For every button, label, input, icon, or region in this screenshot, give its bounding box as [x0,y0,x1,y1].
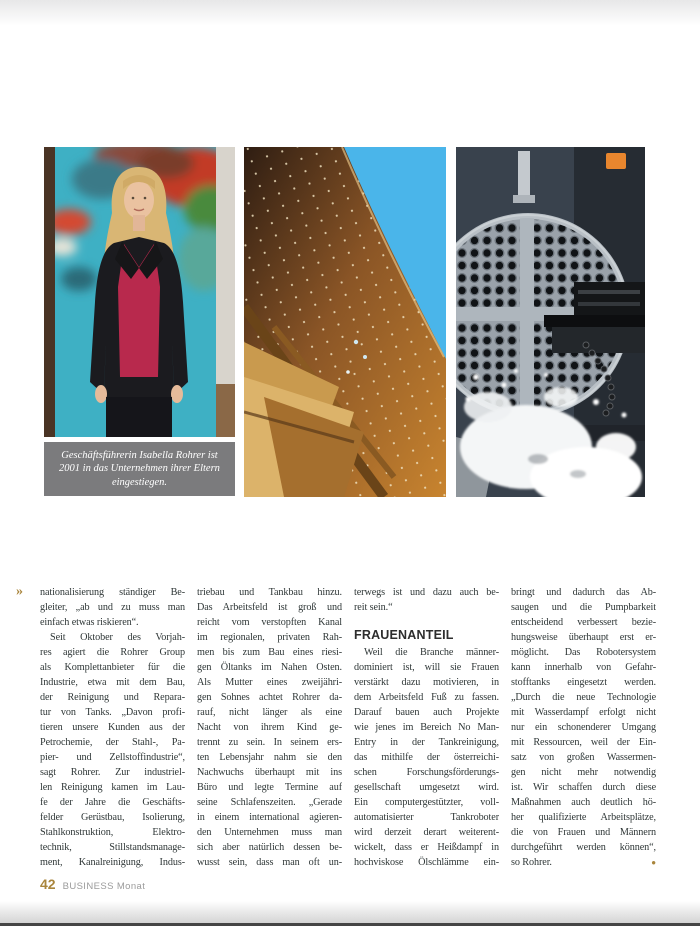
text-line: stofftanks eingesetzt werden. [511,677,656,688]
text-line: gesellschaft umgesetzt wird. [354,782,499,793]
text-line: schen Forschungsförderungs- [354,767,499,778]
text-line: Petrochemie, der Stahl-, Pa- [40,737,185,748]
text-line: durchgeführt werden können“, [511,842,656,853]
text-line: seine Schlafenszeiten. „Gerade [197,797,342,808]
text-line: im regionalen, privaten Rah- [197,632,342,643]
text-line: hungsweise überhaupt erst er- [511,632,656,643]
text-line: nationalisierung ständiger Be- [40,587,185,598]
text-line: dem Arbeitsfeld Fuß zu fassen. [354,692,499,703]
portrait-photo-graphic [44,147,235,437]
text-line: Als Mutter eines zweijähri- [197,677,342,688]
text-line: technik, Stillstandsmanage- [40,842,185,853]
text-line: nur ein schonenderer Umgang [511,722,656,733]
text-line: fe der Jahre die Geschäfts- [40,797,185,808]
text-line: einfach etwas riskieren“. [40,617,139,628]
text-line: als Komplettanbieter für die [40,662,185,673]
text-line: gen nicht mehr notwendig [511,767,656,778]
text-line: Ein computergestützter, voll- [354,797,499,808]
photo-isabella-rohrer [44,147,235,437]
text-line: wie jenes im Bereich No Man- [354,722,499,733]
text-line: bringt und dadurch das Ab- [511,587,656,598]
text-line: „Durch die neue Technologie [511,692,656,703]
text-line: der Reinigung und Repara- [40,692,185,703]
text-line: reit sein.“ [354,602,393,613]
text-line: felder Gerüstbau, Isolierung, [40,812,185,823]
text-line: men bis zum Bau eines riesi- [197,647,342,658]
text-line: terwegs ist und dazu auch be- [354,587,499,598]
continuation-marker: » [16,584,23,599]
text-line: Stahlkonstruktion, Elektro- [40,827,185,838]
page-number: 42 [40,876,56,892]
text-line: sagt Rohrer. Zur industriel- [40,767,185,778]
text-line: verstärkt dazu motivieren, in [354,677,499,688]
text-line: triebau und Tankbau hinzu. [197,587,342,598]
article-end-bullet: ● [651,858,656,867]
photo-tank-cleaning [456,147,645,497]
text-line: Das Arbeitsfeld ist groß und [197,602,342,613]
text-line: Weil die Branche männer- [364,647,499,658]
text-line: ist. Wir schaffen durch diese [511,782,656,793]
text-line: Industrie, etwa mit dem Bau, [40,677,185,688]
text-line: ment, Kanalreinigung, Indus- [40,857,185,868]
section-heading: FRAUENANTEIL [354,628,454,642]
tank-cleaning-photo-graphic [456,147,645,497]
text-line: Büro und legte Termine auf [197,782,342,793]
article-body [40,585,656,870]
photo-caption: Geschäftsführerin Isabella Rohrer ist 2001 in das Unternehmen ihrer Eltern eingestiegen. [44,442,235,496]
text-line: so Rohrer. ● [511,857,656,868]
text-line: gen Sohnes achtet Rohrer da- [197,692,342,703]
photo-tank-construction [244,147,446,497]
article-column-1 [40,585,185,870]
text-line: Seit Oktober des Vorjah- [50,632,185,643]
text-line: gleiter, „ab und zu muss man [40,602,185,613]
text-line: trennt zu sein. In seinem ers- [197,737,342,748]
text-line: ten Lebensjahr nahm sie den [197,752,342,763]
text-line: automatisierter Tankroboter [354,812,499,823]
text-line: wickelt, dass er Heißdampf in [354,842,499,853]
text-line: saugen und die Pumpbarkeit [511,602,656,613]
text-line: Nachwuchs überhaupt mit ins [197,767,342,778]
text-line: Entry in der Tankreinigung, [354,737,499,748]
magazine-name: BUSINESS Monat [62,881,146,892]
text-line: entscheidend verbessert bezie- [511,617,656,628]
text-line: mit Ressourcen, weil der Ein- [511,737,656,748]
text-line: gen Öltanks im Nahen Osten. [197,662,342,673]
text-line: das mithilfe der österreichi- [354,752,499,763]
text-line: mit Wasserdampf erfolgt nicht [511,707,656,718]
text-line: tieren unsere Kunden aus der [40,722,185,733]
text-line: satz von großen Wassermen- [511,752,656,763]
text-line: Maßnahmen auch deutlich hö- [511,797,656,808]
page-footer [40,876,145,892]
text-line: rauf, nicht länger als eine [197,707,342,718]
text-line: reicht vom verstopften Kanal [197,617,342,628]
page-bottom-shadow [0,901,700,923]
page-top-shadow [0,0,700,26]
text-line: den Unternehmen muss man [197,827,342,838]
article-column-2 [197,585,342,870]
text-line: kann innerhalb von Gefahr- [511,662,656,673]
text-line: Nacht von ihrem Kind ge- [197,722,342,733]
text-line: len Reinigung kamen im Lau- [40,782,185,793]
text-line: wusst sein, dass man oft un- [197,857,342,868]
text-line: res agiert die Rohrer Group [40,647,185,658]
text-line: in einem international agieren- [197,812,342,823]
text-line: wird derzeit derart weiterent- [354,827,499,838]
text-line: Darauf bauen auch Projekte [354,707,499,718]
article-column-3 [354,585,499,870]
text-line: möglicht. Das Robotersystem [511,647,656,658]
text-line: her qualifizierte Arbeitsplätze, [511,812,656,823]
article-column-4 [511,585,656,870]
text-line: dominiert ist, will sie Frauen [354,662,499,673]
rusty-steel-photo-graphic [244,147,446,497]
text-line: pier- und Zellstoffindustrie“, [40,752,185,763]
text-line: hochviskose Ölschlämme ein- [354,857,499,868]
text-line: die von Frauen und Männern [511,827,656,838]
text-line: tur von Tanks. „Davon profi- [40,707,185,718]
text-line: sich aber natürlich dessen be- [197,842,342,853]
